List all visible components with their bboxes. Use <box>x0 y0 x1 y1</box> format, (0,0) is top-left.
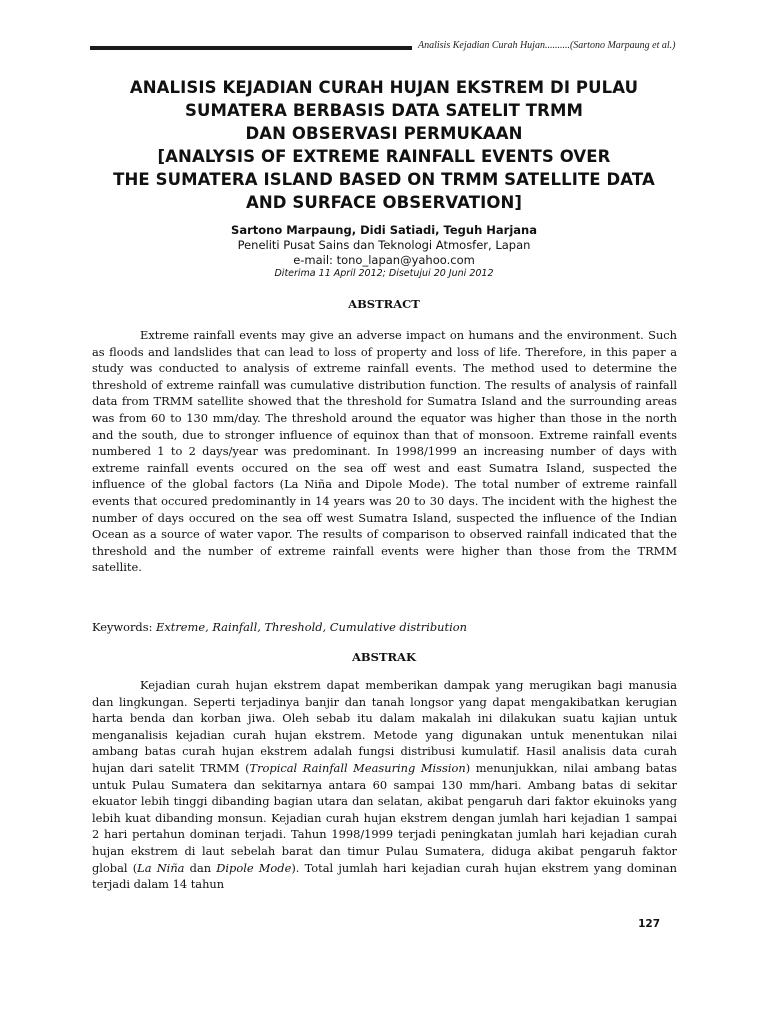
title-line: AND SURFACE OBSERVATION] <box>245 193 523 212</box>
abstrak-italic-term: La Niña <box>137 860 185 875</box>
abstrak-text-part: dan <box>184 860 217 875</box>
title-line: DAN OBSERVASI PERMUKAAN <box>245 124 523 143</box>
keywords-values: Extreme, Rainfall, Threshold, Cumulative distribution <box>156 620 467 634</box>
abstrak-text-part: ). Total jumlah hari kejadian curah hujan ekstrem yang dominan terjadi dalam 14 tahun <box>92 860 677 892</box>
abstrak-text-part: Kejadian curah hujan ekstrem dapat memberikan dampak yang merugikan bagi manusia dan lingkungan. Seperti terjadinya banjir dan tanah longsor yang dapat mengakibatkan kerugian harta benda dan korban jiwa. Oleh sebab itu dalam makalah ini dilakukan suatu kajian untuk menganalisis kejadian curah hujan ekstrem. Metode yang digunakan untuk menentukan nilai ambang batas curah hujan ekstrem adalah fungsi distribusi kumulatif. Hasil analisis data curah hujan dari satelit TRMM ( <box>92 678 677 775</box>
title-line: SUMATERA BERBASIS DATA SATELIT TRMM <box>184 101 583 120</box>
keywords-label: Keywords: <box>92 620 157 634</box>
page-number: 127 <box>638 918 660 930</box>
abstrak-italic-term: Tropical Rainfall Measuring Mission <box>249 760 466 775</box>
title-line: THE SUMATERA ISLAND BASED ON TRMM SATELLITE DATA <box>113 170 655 189</box>
abstract-heading: ABSTRACT <box>348 297 420 311</box>
authors: Sartono Marpaung, Didi Satiadi, Teguh Harjana <box>231 223 537 237</box>
author-email: e-mail: tono_lapan@yahoo.com <box>293 253 475 267</box>
running-header: Analisis Kejadian Curah Hujan..........(Sartono Marpaung et al.) <box>418 40 676 51</box>
abstrak-text <box>92 677 677 893</box>
paper-title <box>80 76 688 214</box>
abstrak-italic-term: Dipole Mode <box>216 860 292 875</box>
abstract-text: Extreme rainfall events may give an adverse impact on humans and the environment. Such as floods and landslides that can lead to loss of property and loss of life. Therefore, in this paper a study was conducted to analysis of extreme rainfall events. The method used to determine the threshold of extreme rainfall was cumulative distribution function. The results of analysis of rainfall data from TRMM satellite showed that the threshold for Sumatra Island and the surrounding areas was from 60 to 130 mm/day. The threshold around the equator was higher than those in the north and the south, due to stronger influence of equinox than that of monsoon. Extreme rainfall events numbered 1 to 2 days/year was predominant. In 1998/1999 an increasing number of days with extreme rainfall events occured on the sea off west and east Sumatra Island, suspected the influence of the global factors (La Niña and Dipole Mode). The total number of extreme rainfall events that occured predominantly in 14 years was 20 to 30 days. The incident with the highest the number of days occured on the sea off west Sumatra Island, suspected the influence of the Indian Ocean as a source of water vapor. The results of comparison to observed rainfall indicated that the threshold and the number of extreme rainfall events were higher than those from the TRMM satellite. <box>92 328 677 575</box>
received-accepted-dates: Diterima 11 April 2012; Disetujui 20 Juni 2012 <box>274 268 494 279</box>
affiliation: Peneliti Pusat Sains dan Teknologi Atmosfer, Lapan <box>237 238 531 252</box>
abstrak-heading: ABSTRAK <box>352 650 416 664</box>
keywords <box>92 619 677 635</box>
header-rule <box>90 46 412 50</box>
title-line: [ANALYSIS OF EXTREME RAINFALL EVENTS OVER <box>157 147 611 166</box>
abstrak-text-part: ) menunjukkan, nilai ambang batas untuk Pulau Sumatera dan sekitarnya antara 60 sampai 130 mm/hari. Ambang batas di sekitar ekuator lebih tinggi dibanding bagian utara dan selatan, akibat pengaruh dari faktor ekuinoks yang lebih kuat dibanding monsun. Kejadian curah hujan ekstrem dengan jumlah hari kejadian 1 sampai 2 hari pertahun dominan terjadi. Tahun 1998/1999 terjadi peningkatan jumlah hari kejadian curah hujan ekstrem di laut sebelah barat dan timur Pulau Sumatera, diduga akibat pengaruh faktor global ( <box>92 760 678 875</box>
title-line: ANALISIS KEJADIAN CURAH HUJAN EKSTREM DI PULAU <box>129 78 639 97</box>
